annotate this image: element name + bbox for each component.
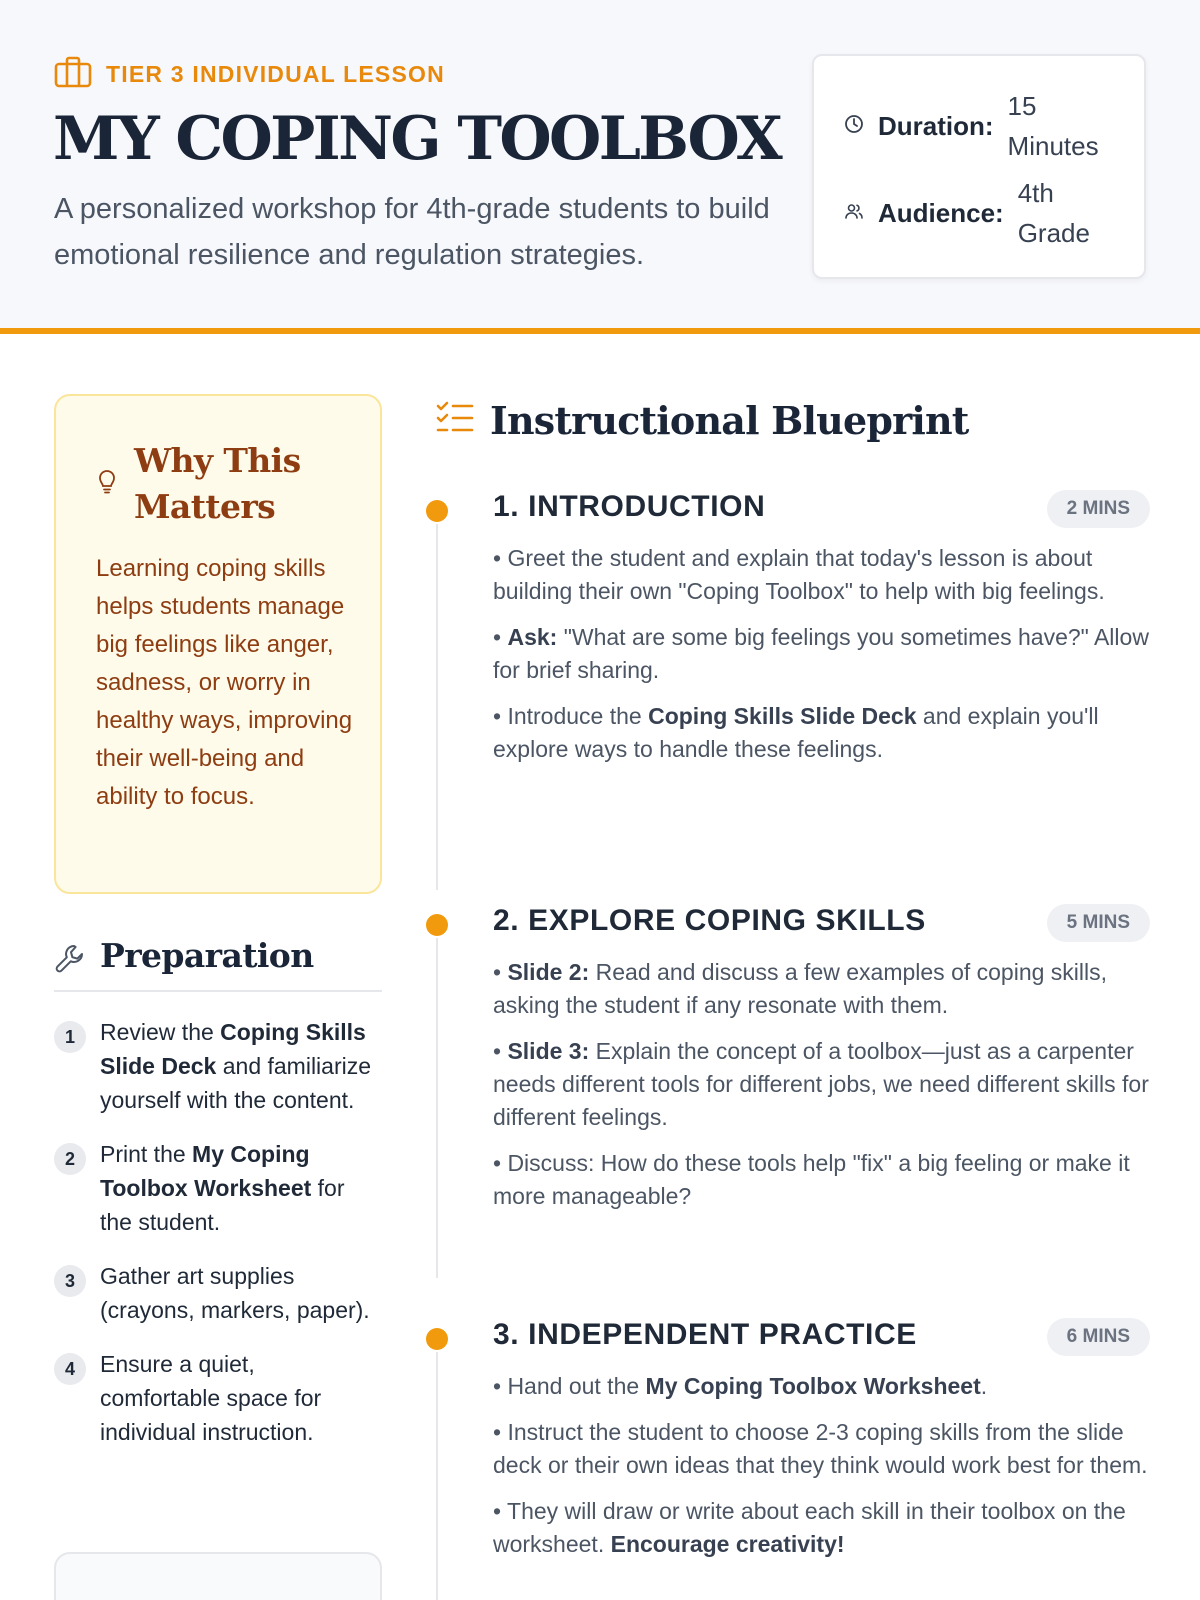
page-subtitle: A personalized workshop for 4th-grade students to build emotional resilience and regulation strategies. [54,193,770,271]
timeline-dot [426,1328,448,1350]
list-item-text: Gather art supplies (crayons, markers, paper). [100,1263,370,1323]
list-item [54,1137,384,1239]
step-title: 1. INTRODUCTION [493,490,766,523]
step-number: 3 [54,1265,86,1297]
tier-row [54,56,445,93]
step-bullets [493,1370,1153,1574]
list-item-text: Ensure a quiet, comfortable space for individual instruction. [100,1351,322,1445]
why-title: Why This Matters [134,441,301,526]
step-number: 4 [54,1353,86,1385]
step-bullets [493,956,1153,1226]
list-item-text: Print the My Coping Toolbox Worksheet for the student. [100,1141,345,1235]
list-item: • They will draw or write about each skill in their toolbox on the worksheet. Encourage creativity! [493,1498,1126,1557]
briefcase-icon [54,56,92,93]
users-icon [844,201,878,226]
clock-icon [844,114,878,139]
step-number: 2 [54,1143,86,1175]
lesson-header [0,0,1200,334]
duration-label: Duration: [878,110,994,141]
tier-label: TIER 3 INDIVIDUAL LESSON [106,61,445,87]
list-item: • Slide 3: Explain the concept of a toolbox—just as a carpenter needs different tools for different jobs, we need different skills for different feelings. [493,1038,1149,1130]
lesson-meta-card [812,54,1146,279]
blueprint-title: Instructional Blueprint [490,398,969,443]
blueprint-heading [436,398,969,443]
audience-label: Audience: [878,197,1004,228]
why-this-matters-card [54,394,382,894]
timeline-dot [426,914,448,936]
timeline-rail [436,1352,438,1600]
timeline-rail [436,524,438,890]
duration-row [844,86,1112,166]
list-item [54,1259,384,1327]
duration-badge: 2 MINS [1047,490,1150,528]
lightbulb-icon [96,469,134,500]
list-item: • Greet the student and explain that today's lesson is about building their own "Coping Toolbox" to help with big feelings. [493,545,1105,604]
wrench-icon [54,936,100,979]
list-item [54,1347,384,1449]
list-item: • Slide 2: Read and discuss a few examples of coping skills, asking the student if any resonate with them. [493,959,1108,1018]
list-item: • Introduce the Coping Skills Slide Deck and explain you'll explore ways to handle these feelings. [493,703,1099,762]
preparation-list [54,1015,384,1469]
why-heading [96,438,314,530]
audience-value: 4th Grade [1017,178,1090,248]
list-item [54,1015,384,1117]
step-number: 1 [54,1021,86,1053]
duration-value: 15 Minutes [1007,91,1099,161]
duration-badge: 5 MINS [1047,904,1150,942]
list-item: • Ask: "What are some big feelings you sometimes have?" Allow for brief sharing. [493,624,1149,683]
additional-card [54,1552,382,1600]
list-item: • Hand out the My Coping Toolbox Worksheet. [493,1373,988,1399]
step-title: 3. INDEPENDENT PRACTICE [493,1318,917,1351]
step-bullets [493,542,1153,779]
preparation-heading [54,936,382,992]
list-item: • Instruct the student to choose 2-3 coping skills from the slide deck or their own ideas that they think would work best for them. [493,1419,1148,1478]
why-text: Learning coping skills helps students manage big feelings like anger, sadness, or worry in healthy ways, improving their well-being and ability to focus. [96,555,353,810]
audience-row [844,173,1098,253]
timeline-rail [436,938,438,1278]
preparation-title: Preparation [100,936,314,975]
list-item: • Discuss: How do these tools help "fix" a big feeling or make it more manageable? [493,1150,1130,1209]
page-title: MY COPING TOOLBOX [53,104,781,174]
step-title: 2. EXPLORE COPING SKILLS [493,904,926,937]
timeline-dot [426,500,448,522]
list-checks-icon [436,401,490,440]
duration-badge: 6 MINS [1047,1318,1150,1356]
list-item-text: Review the Coping Skills Slide Deck and familiarize yourself with the content. [100,1019,372,1113]
